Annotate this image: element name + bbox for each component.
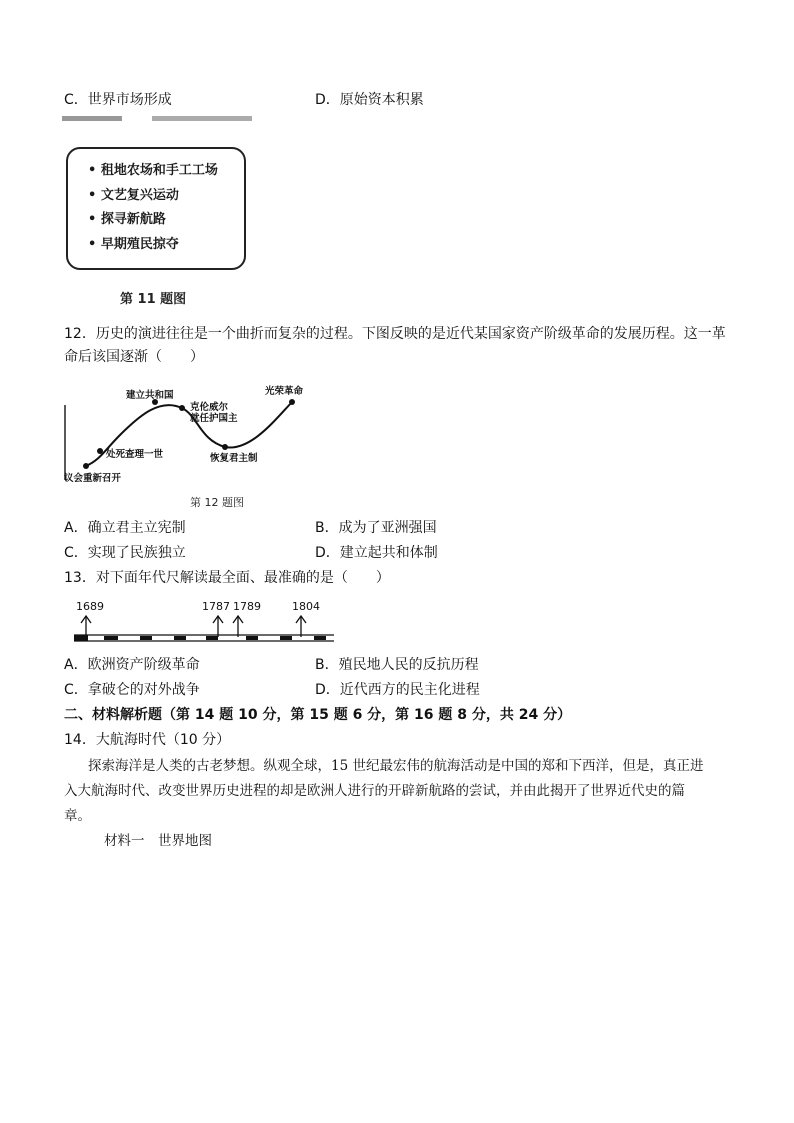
q14-material1-label: 材料一 世界地图 (104, 833, 212, 849)
figure-11-caption: 第 11 题图 (120, 292, 187, 307)
figure-12-chart (60, 380, 320, 492)
q14-paragraph-line2: 入大航海时代、改变世界历史进程的却是欧洲人进行的开辟新航路的尝试，并由此揭开了世界近代史的篇 (64, 783, 685, 799)
fig11-item: • 探寻新航路 (88, 212, 166, 227)
point-restoration (222, 444, 228, 450)
fig12-label-execute: 处死查理一世 (106, 449, 164, 460)
figure-12-caption: 第 12 题图 (190, 496, 244, 509)
q12-stem-line2: 命后该国逐渐（ ） (64, 349, 204, 365)
q12-option-a: A．确立君主立宪制 (64, 520, 186, 536)
q12-option-b: B．成为了亚洲强国 (315, 520, 437, 536)
fig11-item: • 早期殖民掠夺 (88, 236, 179, 252)
point-parliament (83, 463, 89, 469)
year-label-1804: 1804 (292, 600, 320, 613)
q12-option-d: D．建立起共和体制 (315, 545, 438, 561)
q12-stem-line1: 12．历史的演进往往是一个曲折而复杂的过程。下图反映的是近代某国家资产阶级革命的发展历程。这一革 (64, 326, 726, 342)
point-glorious (289, 399, 295, 405)
q11-option-d: D．原始资本积累 (315, 92, 424, 108)
q13-option-c: C．拿破仑的对外战争 (64, 682, 200, 698)
q13-option-d: D．近代西方的民主化进程 (315, 682, 480, 698)
fig12-label-start: 议会重新召开 (64, 473, 122, 484)
fig12-label-republic: 建立共和国 (126, 390, 174, 401)
fig12-label-cromwell-2: 就任护国主 (190, 413, 238, 424)
year-label-1689: 1689 (76, 600, 104, 613)
q14-title: 14．大航海时代（10 分） (64, 732, 231, 748)
q13-option-a: A．欧洲资产阶级革命 (64, 657, 200, 673)
q12-option-c: C．实现了民族独立 (64, 545, 186, 561)
section-heading: 二、材料解析题（第 14 题 10 分，第 15 题 6 分，第 16 题 8 分，共 24 分） (64, 707, 572, 723)
q14-paragraph-line1: 探索海洋是人类的古老梦想。纵观全球，15 世纪最宏伟的航海活动是中国的郑和下西洋，但是，真正进 (88, 758, 704, 774)
point-execution (97, 448, 103, 454)
year-label-1787: 1787 (202, 600, 230, 613)
q14-paragraph-line3: 章。 (64, 808, 91, 824)
q11-option-c: C．世界市场形成 (64, 92, 172, 108)
year-label-1789: 1789 (233, 600, 261, 613)
fig12-label-restore: 恢复君主制 (210, 453, 258, 464)
fig12-label-cromwell-1: 克伦威尔 (190, 402, 229, 413)
figure-11-box (66, 147, 246, 270)
q13-stem: 13．对下面年代尺解读最全面、最准确的是（ ） (64, 570, 390, 586)
point-cromwell (179, 405, 185, 411)
fig11-item: • 租地农场和手工工场 (88, 163, 218, 178)
figure-13-timeline (70, 595, 338, 647)
fig11-item: • 文艺复兴运动 (88, 187, 179, 203)
q13-option-b: B．殖民地人民的反抗历程 (315, 657, 479, 673)
fig12-label-glorious: 光荣革命 (265, 386, 304, 397)
scan-fragment (62, 116, 257, 125)
